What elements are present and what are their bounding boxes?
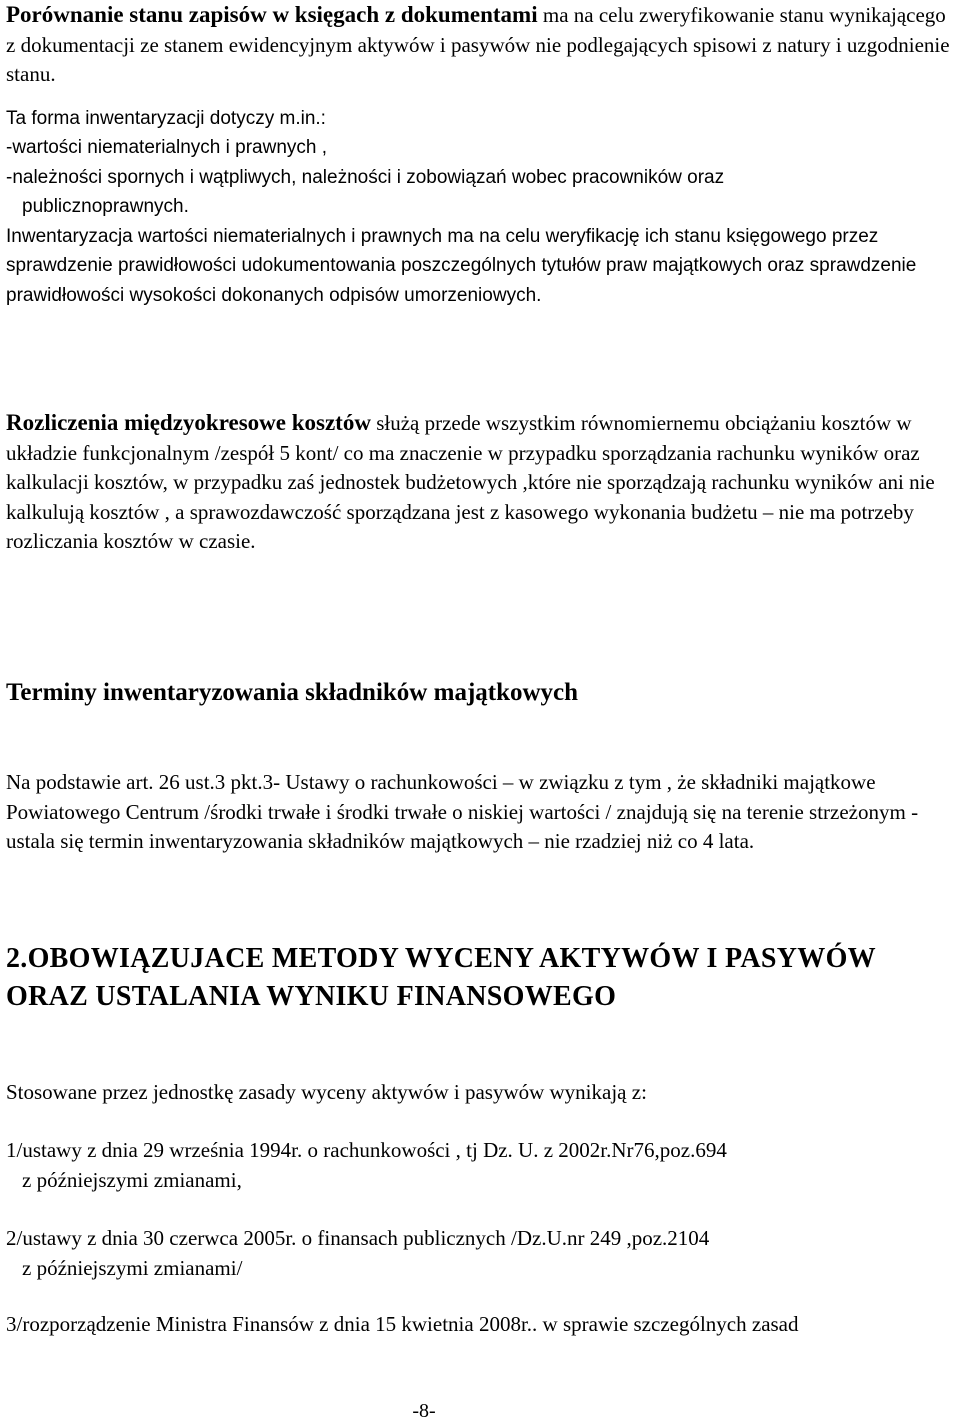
legal-basis-2-line2: z późniejszymi zmianami/ xyxy=(22,1255,243,1280)
list-item-receivables: -należności spornych i wątpliwych, należności i zobowiązań wobec pracowników oraz xyxy=(6,166,725,188)
principles-text: Stosowane przez jednostkę zasady wyceny aktywów i pasywów wynikają z: xyxy=(6,1080,647,1104)
accruals-text: służą przede wszystkim równomiernemu obciążaniu kosztów w układzie funkcjonalnym /zespół 5 kont/ co ma znaczenie w przypadku sporządzania rachunku wyników oraz kalkulacji kosztów, w przypadku zaś jednostek budżetowych ,które nie sporządzają rachunku wyników ani nie kalkulują kosztów , a sprawozdawczość sporządzana jest z kasowego wykonania budżetu – nie ma potrzeby rozliczania kosztów w czasie. xyxy=(6,411,935,553)
section-terms-body xyxy=(6,768,956,857)
accruals-paragraph xyxy=(6,408,956,557)
accruals-heading: Rozliczenia międzyokresowe kosztów xyxy=(6,410,371,435)
valuation-heading-line2: ORAZ USTALANIA WYNIKU FINANSOWEGO xyxy=(6,981,617,1012)
comparison-text: ma na celu zweryfikowanie stanu wynikającego z dokumentacji ze stanem ewidencyjnym aktywów i pasywów nie podlegających spisowi z natury i uzgodnienie stanu. xyxy=(6,3,950,86)
comparison-paragraph xyxy=(6,0,956,90)
legal-basis-2-line1: 2/ustawy z dnia 30 czerwca 2005r. o finansach publicznych /Dz.U.nr 249 ,poz.2104 xyxy=(6,1226,710,1250)
page-number: -8- xyxy=(412,1400,436,1422)
legal-basis-1-line1: 1/ustawy z dnia 29 września 1994r. o rachunkowości , tj Dz. U. z 2002r.Nr76,poz.694 xyxy=(6,1138,727,1162)
legal-basis-1-line2: z późniejszymi zmianami, xyxy=(22,1167,242,1192)
intangibles-paragraph: Inwentaryzacja wartości niematerialnych i prawnych ma na celu weryfikację ich stanu księgowego przez sprawdzenie prawidłowości udokumentowania poszczególnych tytułów praw majątkowych oraz sprawdzenie prawidłowości wysokości dokonanych odpisów umorzeniowych. xyxy=(6,225,917,306)
section-accruals xyxy=(6,408,956,557)
legal-basis-item-2 xyxy=(6,1224,956,1283)
terms-paragraph: Na podstawie art. 26 ust.3 pkt.3- Ustawy o rachunkowości – w związku z tym , że składniki majątkowe Powiatowego Centrum /środki trwałe i środki trwałe o niskiej wartości / znajdują się na terenie strzeżonym -ustala się termin inwentaryzowania składników majątkowych – nie rzadziej niż co 4 lata. xyxy=(6,770,919,853)
valuation-heading-line1: 2.OBOWIĄZUJACE METODY WYCENY AKTYWÓW I PASYWÓW xyxy=(6,943,876,974)
section-comparison xyxy=(6,0,956,310)
section-terms xyxy=(6,676,956,710)
legal-basis-item-3 xyxy=(6,1310,960,1340)
comparison-heading: Porównanie stanu zapisów w księgach z dokumentami xyxy=(6,2,538,27)
terms-heading: Terminy inwentaryzowania składników majątkowych xyxy=(6,679,579,706)
legal-basis-3-line1: 3/rozporządzenie Ministra Finansów z dnia 15 kwietnia 2008r.. w sprawie szczególnych zasad xyxy=(6,1312,799,1336)
list-item-receivables-cont: publicznoprawnych. xyxy=(22,196,189,217)
legal-basis-item-1 xyxy=(6,1136,956,1195)
inventory-form-line: Ta forma inwentaryzacji dotyczy m.in.: xyxy=(6,107,326,129)
section-valuation-methods xyxy=(6,940,956,1016)
section-principles xyxy=(6,1078,956,1108)
list-item-intangibles: -wartości niematerialnych i prawnych , xyxy=(6,137,328,158)
